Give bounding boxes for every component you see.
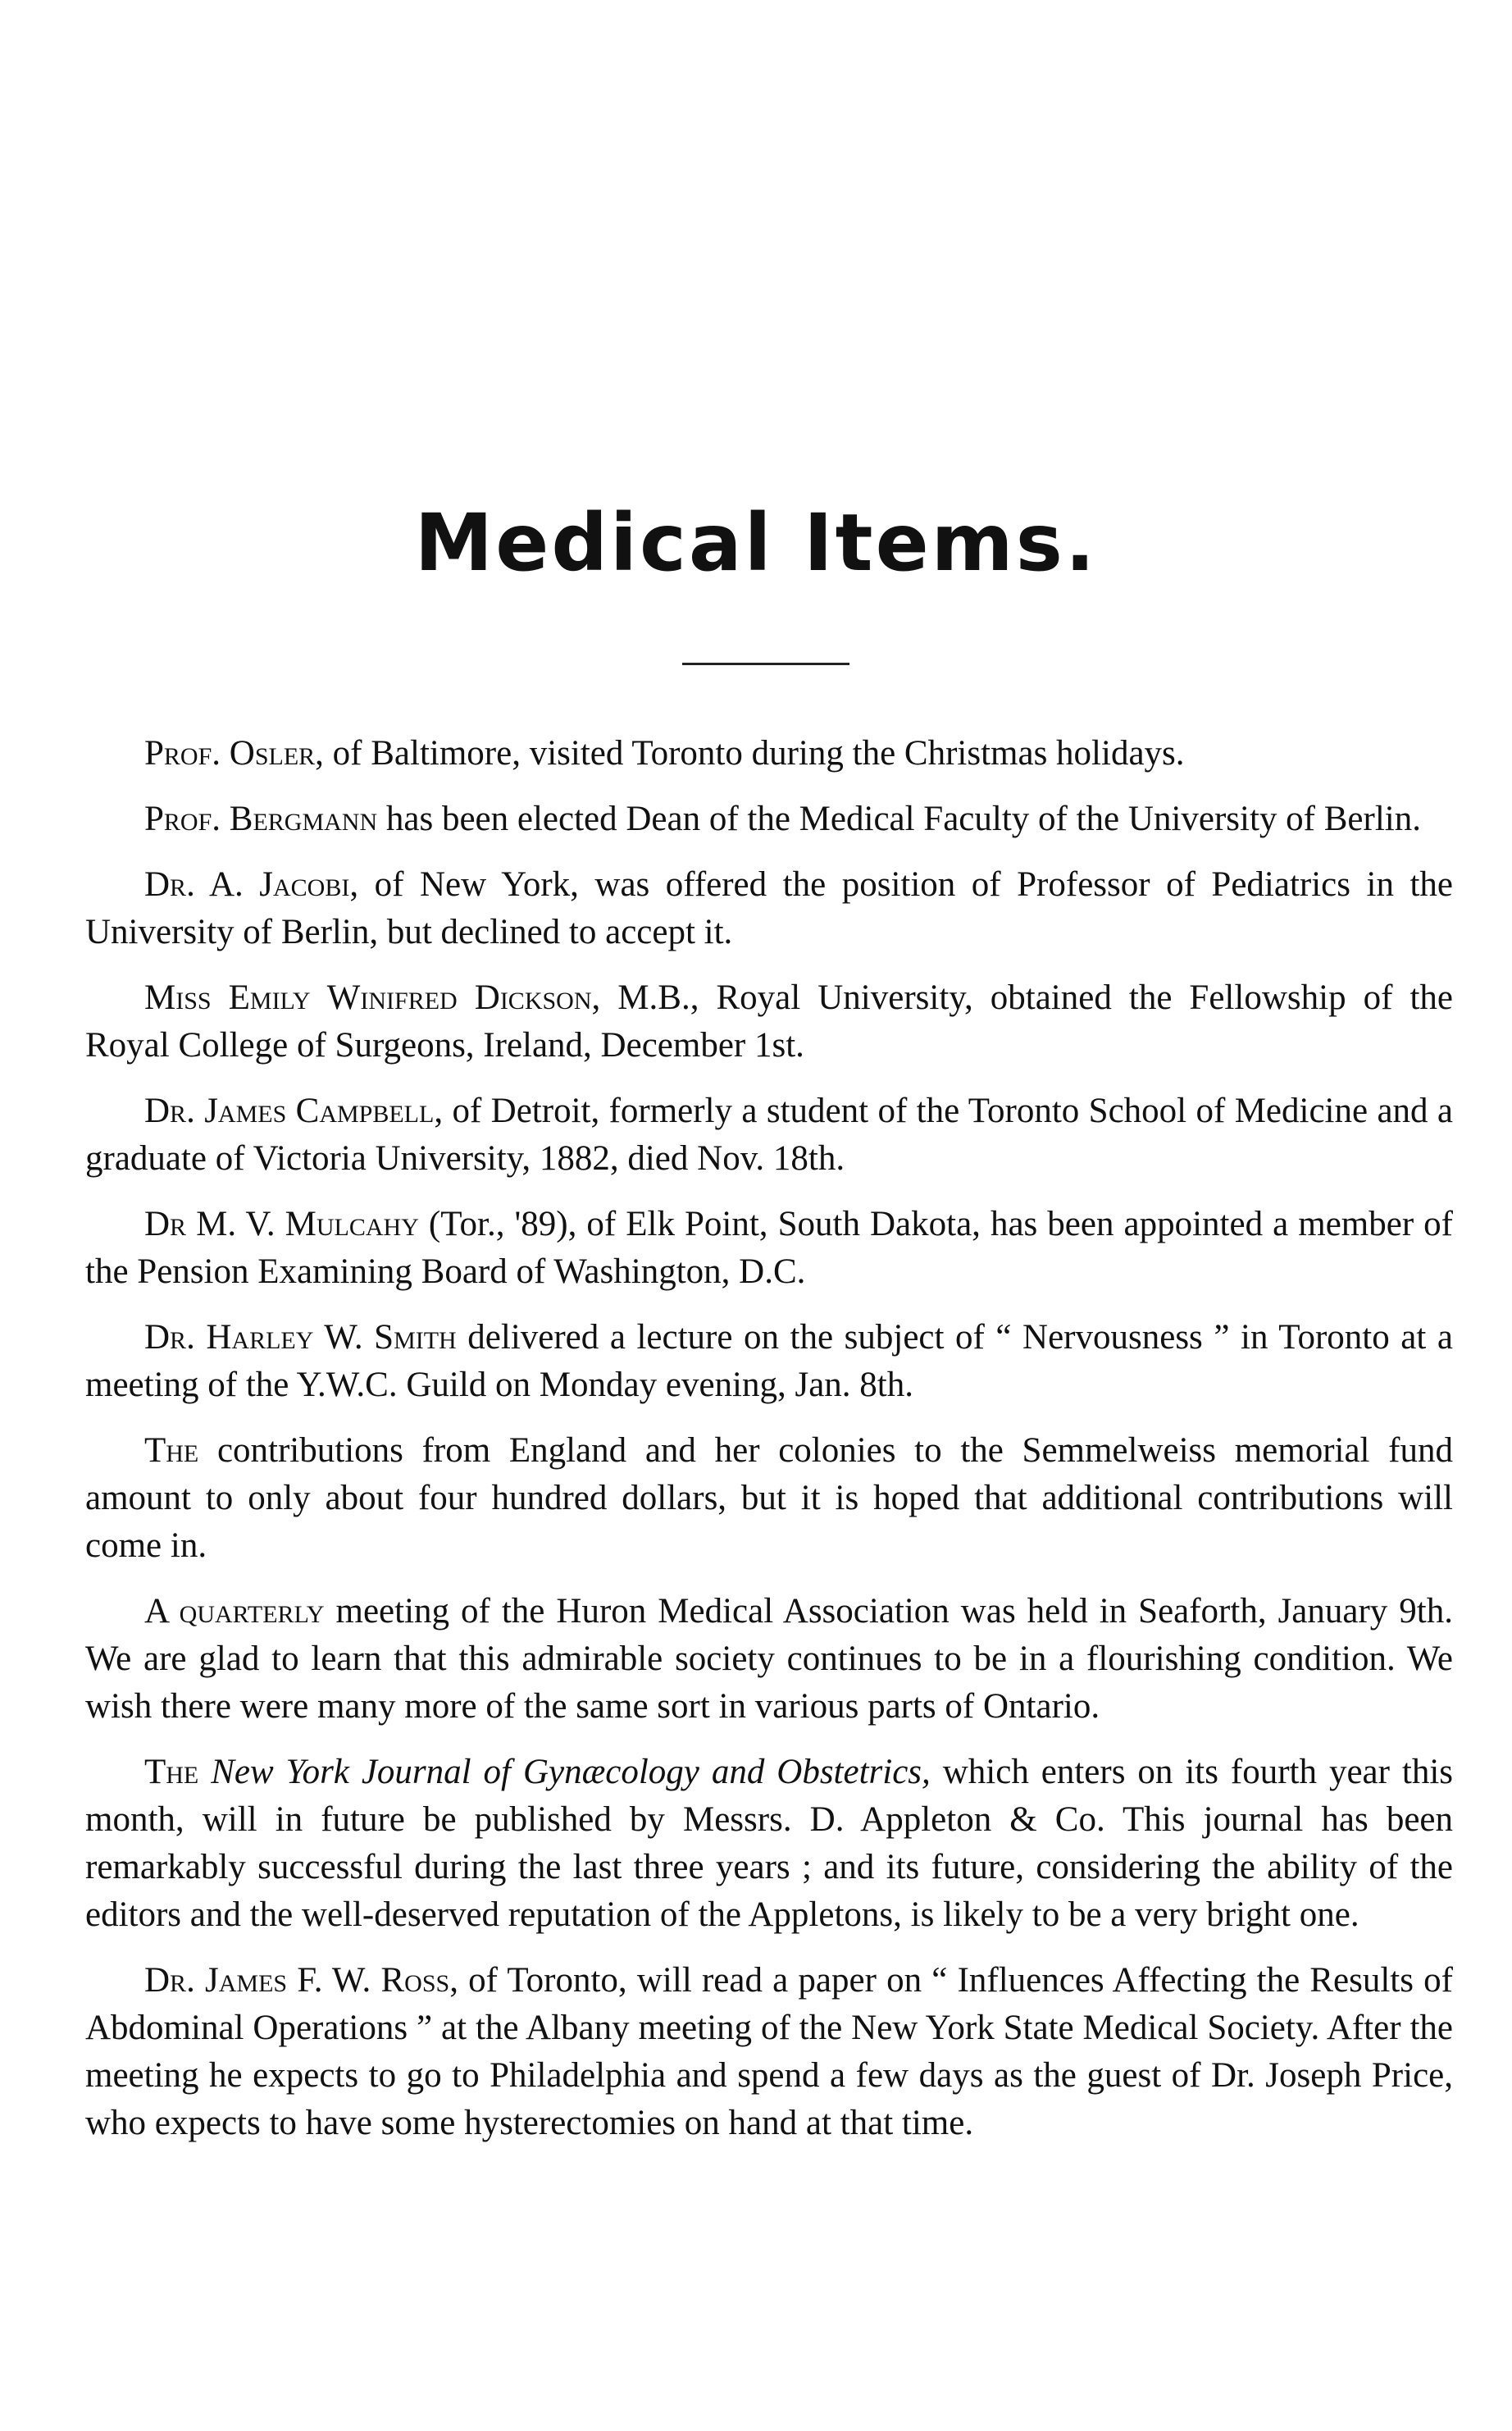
item-ross [85,1957,1453,2147]
item-lead: Dr. James Campbell, [144,1092,444,1130]
item-journal [85,1749,1453,1939]
journal-title: New York Journal of Gynæcology and Obstetrics, [198,1753,931,1791]
item-text: contributions from England and her colonies to the Semmelweiss memorial fund amount to only about four hundred dollars, but it is hoped that additional contributions will come in. [85,1431,1453,1565]
item-text: of Baltimore, visited Toronto during the Christmas holidays. [323,734,1185,773]
item-lead: The [144,1753,199,1791]
item-text: of Detroit, formerly a student of the Toronto School of Medicine and a graduate of Victoria University, 1882, died Nov. 18th. [85,1092,1453,1178]
item-huron-association [85,1588,1453,1731]
item-lead: Dr. Harley W. Smith [144,1318,457,1357]
item-lead: Dr M. V. Mulcahy [144,1205,419,1243]
item-lead: Miss Emily Winifred Dickson, [144,978,601,1017]
item-lead: Prof. Osler, [144,734,324,773]
item-lead: Dr. James F. W. Ross, [144,1961,458,2000]
item-osler [85,730,1453,778]
item-jacobi [85,861,1453,956]
item-semmelweiss-fund [85,1427,1453,1570]
item-text: (Tor., '89), of Elk Point, South Dakota, has been appointed a member of the Pension Examining Board of Washington, D.C. [85,1205,1453,1291]
item-bergmann [85,796,1453,843]
item-dickson [85,974,1453,1070]
item-lead: A quarterly [144,1592,325,1631]
item-campbell [85,1088,1453,1183]
item-text: M.B., Royal University, obtained the Fellowship of the Royal College of Surgeons, Ireland, December 1st. [85,978,1453,1065]
item-text: meeting of the Huron Medical Association was held in Seaforth, January 9th. We are glad to learn that this admirable society continues to be in a flourishing condition. We wish there were many more of the same sort in various parts of Ontario. [85,1592,1453,1726]
medical-items-list [85,730,1453,2165]
item-smith [85,1314,1453,1409]
item-text: delivered a lecture on the subject of “ Nervousness ” in Toronto at a meeting of the Y.W.C. Guild on Monday evening, Jan. 8th. [85,1318,1453,1404]
item-text: which enters on its fourth year this month, will in future be published by Messrs. D. Appleton & Co. This journal has been remarkably successful during the last three years ; and its future, considering the ability of the editors and the well-deserved reputation of the Appletons, is likely to be a very bright one. [85,1753,1454,1934]
item-text: has been elected Dean of the Medical Faculty of the University of Berlin. [377,800,1421,838]
item-text: of Toronto, will read a paper on “ Influences Affecting the Results of Abdominal Operations ” at the Albany meeting of the New York State Medical Society. After the meeting he expects to go to Philadelphia and spend a few days as the guest of Dr. Joseph Price, who expects to have some hysterectomies on hand at that time. [85,1961,1453,2142]
page-title: Medical Items. [414,497,1098,589]
item-mulcahy [85,1201,1453,1296]
item-text: of New York, was offered the position of Professor of Pediatrics in the University of Berlin, but declined to accept it. [85,865,1453,951]
title-divider [682,663,849,665]
item-lead: Dr. A. Jacobi, [144,865,359,904]
item-lead: The [144,1431,199,1470]
item-lead: Prof. Bergmann [144,800,378,838]
